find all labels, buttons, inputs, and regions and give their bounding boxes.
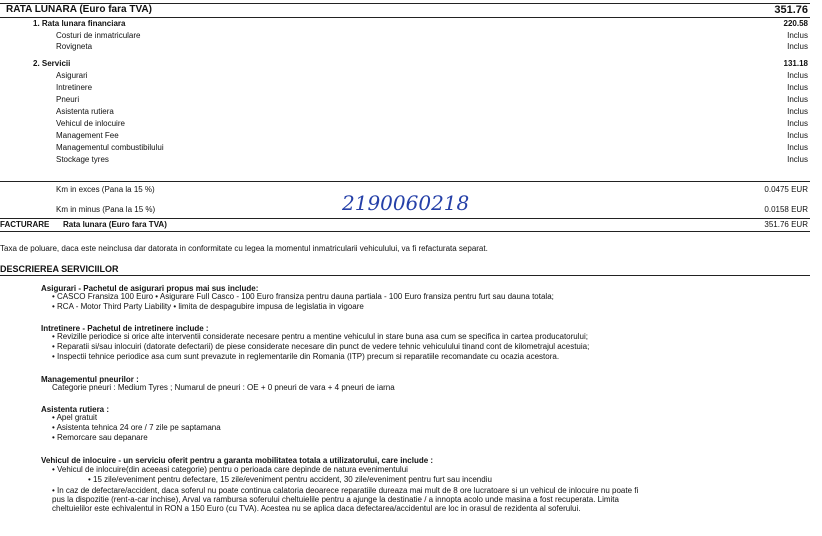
asistenta-line: • Asistenta tehnica 24 ore / 7 zile pe saptamana [52, 423, 221, 432]
s2-item-value: Inclus [787, 119, 808, 128]
asistenta-heading: Asistenta rutiera : [41, 405, 110, 414]
s1-item-label: Rovigneta [56, 42, 93, 51]
facturare-value: 351.76 EUR [764, 220, 808, 229]
s2-item-label: Vehicul de inlocuire [56, 119, 125, 128]
pneuri-line: Categorie pneuri : Medium Tyres ; Numarul de pneuri : OE + 0 pneuri de vara + 4 pneuri de iarna [52, 383, 395, 392]
s1-item-value: Inclus [787, 42, 808, 51]
facturare-desc: Rata lunara (Euro fara TVA) [63, 220, 167, 229]
asigurari-heading: Asigurari - Pachetul de asigurari propus mai sus include: [41, 284, 259, 293]
handwritten-signature [338, 190, 488, 216]
km-minus-value: 0.0158 EUR [764, 205, 808, 214]
asistenta-line: • Apel gratuit [52, 413, 98, 422]
descriere-title: DESCRIEREA SERVICIILOR [0, 264, 119, 274]
title-rule [0, 17, 810, 18]
intretinere-line: • Inspectii tehnice periodice asa cum sunt prevazute in reglementarile din Romania (ITP) precum si reparatiile recomandate cu ocazia acestora. [52, 352, 560, 361]
vehicul-line: • 15 zile/eveniment pentru defectare, 15 zile/eveniment pentru accident, 30 zile/eveniment pentru furt sau incendiu [88, 475, 492, 484]
intretinere-line: • Reparatii si/sau inlocuiri (datorate defectarii) de piese considerate necesare din punct de vedere tehnic vehiculului tinand cont de kilometrajul acestuia; [52, 342, 590, 351]
vehicul-line: • In caz de defectare/accident, daca soferul nu poate continua calatoria deoarece reparatiile dureaza mai mult de 8 ore lucratoare si un vehicul de inlocuire nu poate fi [52, 486, 639, 495]
s2-item-label: Managementul combustibilului [56, 143, 164, 152]
vehicul-line: • Vehicul de inlocuire(din aceeasi categorie) pentru o perioada care depinde de natura evenimentului [52, 465, 408, 474]
s2-item-value: Inclus [787, 83, 808, 92]
facturare-label: FACTURARE [0, 220, 50, 229]
s2-item-label: Asigurari [56, 71, 88, 80]
s2-item-label: Intretinere [56, 83, 93, 92]
tax-note: Taxa de poluare, daca este neinclusa dar datorata in conformitate cu legea la momentul inmatricularii vehiculului, va fi refacturata separat. [0, 244, 488, 253]
asigurari-line: • RCA - Motor Third Party Liability • limita de despagubire impusa de legislatia in vigoare [52, 302, 364, 311]
km-minus-label: Km in minus (Pana la 15 %) [56, 205, 156, 214]
intretinere-line: • Revizille periodice si orice alte interventii considerate necesare pentru a mentine vehiculul in stare buna asa cum se specifica in cartea producatorului; [52, 332, 588, 341]
s2-item-value: Inclus [787, 131, 808, 140]
s2-item-label: Asistenta rutiera [56, 107, 114, 116]
vehicul-line: cheltuielilor este echivalentul in RON a 150 Euro (cu TVA). Acestea nu se aplica daca defectarea/accidentul are loc in orasul de rezidenta al soferului. [52, 504, 581, 513]
asigurari-line: • CASCO Fransiza 100 Euro • Asigurare Full Casco - 100 Euro fransiza pentru dauna partiala - 100 Euro fransiza pentru furt sau dauna totala; [52, 292, 554, 301]
asistenta-line: • Remorcare sau depanare [52, 433, 148, 442]
section1-label: 1. Rata lunara financiara [33, 19, 126, 28]
s1-item-value: Inclus [787, 31, 808, 40]
section1-value: 220.58 [783, 19, 808, 28]
descriere-rule [0, 275, 810, 276]
rate-total: 351.76 [774, 4, 808, 16]
rate-title: RATA LUNARA (Euro fara TVA) [6, 4, 152, 15]
km-exces-label: Km in exces (Pana la 15 %) [56, 185, 155, 194]
section2-value: 131.18 [783, 59, 808, 68]
vehicul-line: pus la dispozitie (rent-a-car inchise), Arval va rambursa soferului cheltuielile pentru a ajunge la destinatie / a innopta acolo unde masina a fost recuperata. Limita [52, 495, 619, 504]
facturare-top-rule [0, 218, 810, 219]
km-exces-value: 0.0475 EUR [764, 185, 808, 194]
handwritten-number: 2190060218 [342, 191, 470, 215]
s2-item-value: Inclus [787, 155, 808, 164]
s2-item-label: Stockage tyres [56, 155, 109, 164]
s2-item-label: Management Fee [56, 131, 119, 140]
s2-item-label: Pneuri [56, 95, 80, 104]
s2-item-value: Inclus [787, 107, 808, 116]
s2-item-value: Inclus [787, 71, 808, 80]
section2-label: 2. Servicii [33, 59, 71, 68]
s1-item-label: Costuri de inmatriculare [56, 31, 141, 40]
pneuri-heading: Managementul pneurilor : [41, 375, 139, 384]
intretinere-heading: Intretinere - Pachetul de intretinere include : [41, 324, 209, 333]
facturare-bottom-rule [0, 231, 810, 232]
km-rule [0, 181, 810, 182]
s2-item-value: Inclus [787, 95, 808, 104]
s2-item-value: Inclus [787, 143, 808, 152]
vehicul-heading: Vehicul de inlocuire - un serviciu oferit pentru a garanta mobilitatea totala a utilizatorului, care include : [41, 456, 434, 465]
